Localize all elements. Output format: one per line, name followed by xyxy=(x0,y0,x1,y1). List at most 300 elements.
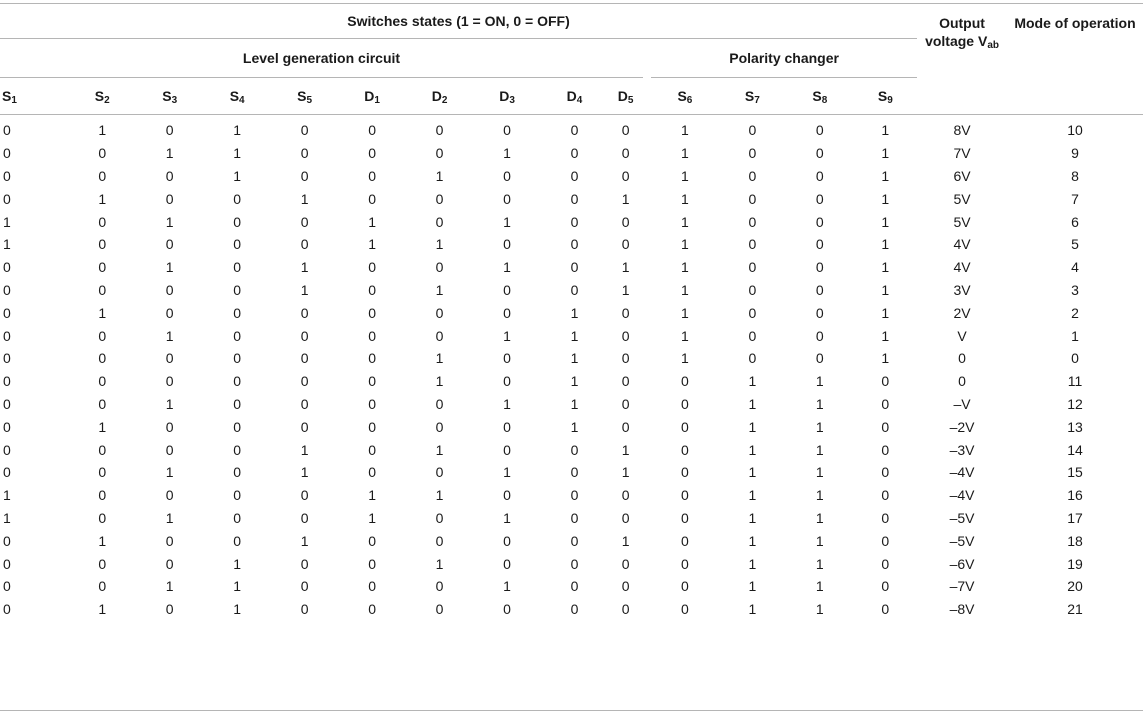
state-cell: 1 xyxy=(815,441,824,458)
state-cell: 0 xyxy=(815,167,824,184)
column-header-d1: $D_1$ xyxy=(364,88,380,106)
output-voltage-cell: V xyxy=(957,327,967,344)
state-cell: 1 xyxy=(881,145,890,162)
mode-cell: 17 xyxy=(1067,509,1083,526)
table-row xyxy=(0,233,1143,256)
state-cell: 1 xyxy=(815,578,824,595)
state-cell: 0 xyxy=(748,190,757,207)
group-gap xyxy=(643,575,651,598)
state-cell: 0 xyxy=(3,145,11,162)
state-cell: 0 xyxy=(570,259,579,276)
state-cell: 0 xyxy=(748,259,757,276)
state-cell: 1 xyxy=(680,145,689,162)
state-cell: 0 xyxy=(368,578,376,595)
state-cell: 1 xyxy=(368,509,376,526)
state-cell: 0 xyxy=(3,555,11,572)
state-cell: 0 xyxy=(98,213,107,230)
state-cell: 0 xyxy=(368,145,376,162)
state-cell: 0 xyxy=(621,601,630,618)
state-cell: 0 xyxy=(680,418,689,435)
state-cell: 1 xyxy=(680,281,689,298)
state-cell: 0 xyxy=(621,122,630,139)
state-cell: 0 xyxy=(165,190,174,207)
table-row xyxy=(0,301,1143,324)
state-cell: 0 xyxy=(3,122,11,139)
state-cell: 0 xyxy=(435,601,444,618)
state-cell: 0 xyxy=(300,487,309,504)
group-gap xyxy=(643,279,651,302)
state-cell: 1 xyxy=(435,373,444,390)
state-cell: 1 xyxy=(748,487,757,504)
state-cell: 1 xyxy=(881,304,890,321)
state-cell: 0 xyxy=(165,487,174,504)
state-cell: 0 xyxy=(98,441,107,458)
state-cell: 0 xyxy=(570,532,579,549)
state-cell: 0 xyxy=(503,190,511,207)
column-header-d2: $D_2$ xyxy=(431,88,448,106)
state-cell: 0 xyxy=(165,441,174,458)
state-cell: 0 xyxy=(881,601,890,618)
mode-cell: 10 xyxy=(1067,122,1083,139)
state-cell: 0 xyxy=(368,373,376,390)
column-header-s1: $S_1$ xyxy=(2,88,17,106)
switch-states-table xyxy=(0,4,1143,621)
state-cell: 0 xyxy=(98,236,107,253)
state-cell: 1 xyxy=(233,145,242,162)
output-voltage-cell: 3V xyxy=(953,281,971,298)
state-cell: 1 xyxy=(233,167,242,184)
state-cell: 0 xyxy=(3,190,11,207)
state-cell: 0 xyxy=(3,167,11,184)
state-cell: 0 xyxy=(570,464,579,481)
table-row xyxy=(0,529,1143,552)
state-cell: 0 xyxy=(435,418,444,435)
state-cell: 0 xyxy=(680,555,689,572)
column-header-s4: $S_4$ xyxy=(229,88,245,106)
group-gap xyxy=(643,484,651,507)
mode-cell: 5 xyxy=(1071,236,1079,253)
state-cell: 0 xyxy=(570,122,579,139)
state-cell: 0 xyxy=(621,213,630,230)
state-cell: 0 xyxy=(680,441,689,458)
state-cell: 0 xyxy=(233,395,242,412)
state-cell: 0 xyxy=(680,487,689,504)
state-cell: 0 xyxy=(233,190,242,207)
table-row xyxy=(0,347,1143,370)
state-cell: 1 xyxy=(233,122,242,139)
state-cell: 1 xyxy=(748,418,757,435)
state-cell: 1 xyxy=(435,487,444,504)
state-cell: 1 xyxy=(680,304,689,321)
output-voltage-cell: –3V xyxy=(949,441,975,458)
table-row xyxy=(0,279,1143,302)
output-voltage-cell: –5V xyxy=(949,532,975,549)
state-cell: 1 xyxy=(815,464,824,481)
state-cell: 0 xyxy=(815,304,824,321)
state-cell: 0 xyxy=(815,213,824,230)
mode-cell: 2 xyxy=(1071,304,1079,321)
state-cell: 0 xyxy=(3,418,11,435)
state-cell: 0 xyxy=(503,487,511,504)
state-cell: 1 xyxy=(98,532,107,549)
state-cell: 0 xyxy=(435,145,444,162)
state-cell: 1 xyxy=(815,487,824,504)
output-voltage-cell: 6V xyxy=(953,167,971,184)
table-row xyxy=(0,507,1143,530)
state-cell: 1 xyxy=(815,509,824,526)
mode-cell: 7 xyxy=(1071,190,1079,207)
output-voltage-cell: 5V xyxy=(953,190,971,207)
output-voltage-cell: 7V xyxy=(953,145,971,162)
mode-cell: 4 xyxy=(1071,259,1079,276)
mode-cell: 6 xyxy=(1071,213,1079,230)
state-cell: 0 xyxy=(3,281,11,298)
state-cell: 1 xyxy=(680,327,689,344)
state-cell: 1 xyxy=(680,350,689,367)
state-cell: 0 xyxy=(233,213,242,230)
state-cell: 0 xyxy=(300,122,309,139)
state-cell: 0 xyxy=(300,601,309,618)
state-cell: 1 xyxy=(621,259,630,276)
state-cell: 1 xyxy=(881,350,890,367)
state-cell: 0 xyxy=(815,190,824,207)
state-cell: 0 xyxy=(368,167,376,184)
state-cell: 1 xyxy=(680,236,689,253)
group-gap xyxy=(643,347,651,370)
output-voltage-cell: 4V xyxy=(953,259,971,276)
state-cell: 1 xyxy=(748,601,757,618)
output-voltage-cell: –8V xyxy=(949,601,975,618)
group-gap xyxy=(643,115,651,142)
state-cell: 1 xyxy=(748,509,757,526)
state-cell: 0 xyxy=(680,578,689,595)
state-cell: 1 xyxy=(503,509,511,526)
state-cell: 0 xyxy=(435,532,444,549)
state-cell: 0 xyxy=(881,395,890,412)
state-cell: 0 xyxy=(435,213,444,230)
state-cell: 1 xyxy=(165,213,174,230)
state-cell: 0 xyxy=(233,532,242,549)
state-cell: 0 xyxy=(680,395,689,412)
group-gap xyxy=(643,507,651,530)
state-cell: 1 xyxy=(815,532,824,549)
state-cell: 1 xyxy=(748,578,757,595)
column-header-s3: $S_3$ xyxy=(162,88,178,106)
table-row xyxy=(0,552,1143,575)
state-cell: 0 xyxy=(815,236,824,253)
state-cell: 1 xyxy=(435,555,444,572)
state-cell: 0 xyxy=(503,304,511,321)
column-header-d3: $D_3$ xyxy=(499,88,515,106)
group-gap xyxy=(643,552,651,575)
table-row xyxy=(0,393,1143,416)
state-cell: 0 xyxy=(621,236,630,253)
state-cell: 1 xyxy=(435,281,444,298)
state-cell: 0 xyxy=(233,418,242,435)
state-cell: 1 xyxy=(680,213,689,230)
state-cell: 1 xyxy=(881,122,890,139)
state-cell: 0 xyxy=(300,236,309,253)
state-cell: 1 xyxy=(300,532,309,549)
state-cell: 0 xyxy=(748,167,757,184)
state-cell: 0 xyxy=(98,487,107,504)
state-cell: 0 xyxy=(3,532,11,549)
state-cell: 1 xyxy=(98,601,107,618)
state-cell: 0 xyxy=(435,464,444,481)
state-cell: 1 xyxy=(3,213,11,230)
state-cell: 1 xyxy=(621,190,630,207)
state-cell: 1 xyxy=(815,418,824,435)
mode-cell: 21 xyxy=(1067,601,1083,618)
state-cell: 1 xyxy=(621,281,630,298)
output-voltage-cell: –4V xyxy=(949,487,975,504)
state-cell: 0 xyxy=(881,441,890,458)
group-gap xyxy=(643,393,651,416)
state-cell: 0 xyxy=(368,532,376,549)
table-row xyxy=(0,370,1143,393)
state-cell: 1 xyxy=(570,327,579,344)
state-cell: 0 xyxy=(165,122,174,139)
state-cell: 0 xyxy=(748,281,757,298)
table-row xyxy=(0,438,1143,461)
state-cell: 0 xyxy=(881,509,890,526)
state-cell: 0 xyxy=(435,578,444,595)
group-gap xyxy=(643,324,651,347)
state-cell: 1 xyxy=(881,213,890,230)
state-cell: 0 xyxy=(881,418,890,435)
state-cell: 0 xyxy=(98,555,107,572)
column-header-d4: $D_4$ xyxy=(566,88,583,106)
state-cell: 0 xyxy=(3,578,11,595)
state-cell: 0 xyxy=(368,122,376,139)
state-cell: 0 xyxy=(503,532,511,549)
state-cell: 0 xyxy=(165,350,174,367)
state-cell: 1 xyxy=(300,464,309,481)
state-cell: 0 xyxy=(98,259,107,276)
state-cell: 1 xyxy=(881,190,890,207)
output-voltage-cell: 5V xyxy=(953,213,971,230)
state-cell: 0 xyxy=(300,145,309,162)
state-cell: 0 xyxy=(680,464,689,481)
mode-cell: 16 xyxy=(1067,487,1083,504)
state-cell: 1 xyxy=(815,555,824,572)
state-cell: 0 xyxy=(570,441,579,458)
state-cell: 0 xyxy=(300,167,309,184)
state-cell: 1 xyxy=(748,441,757,458)
state-cell: 0 xyxy=(300,350,309,367)
state-cell: 0 xyxy=(368,441,376,458)
output-voltage-cell: 0 xyxy=(958,350,966,367)
state-cell: 0 xyxy=(300,509,309,526)
state-cell: 1 xyxy=(165,259,174,276)
table-row xyxy=(0,115,1143,142)
state-cell: 0 xyxy=(98,395,107,412)
column-header-s6: $S_6$ xyxy=(677,88,693,106)
state-cell: 0 xyxy=(98,578,107,595)
state-cell: 1 xyxy=(748,373,757,390)
state-cell: 0 xyxy=(435,304,444,321)
state-cell: 0 xyxy=(503,555,511,572)
group-gap xyxy=(643,301,651,324)
state-cell: 1 xyxy=(748,395,757,412)
state-cell: 0 xyxy=(570,578,579,595)
table-row xyxy=(0,142,1143,165)
state-cell: 0 xyxy=(368,555,376,572)
state-cell: 1 xyxy=(435,441,444,458)
state-cell: 0 xyxy=(368,418,376,435)
state-cell: 1 xyxy=(815,373,824,390)
state-cell: 0 xyxy=(680,601,689,618)
group-gap xyxy=(643,370,651,393)
state-cell: 0 xyxy=(621,509,630,526)
state-cell: 0 xyxy=(368,304,376,321)
state-cell: 0 xyxy=(3,259,11,276)
state-cell: 0 xyxy=(621,578,630,595)
mode-cell: 1 xyxy=(1071,327,1079,344)
state-cell: 0 xyxy=(748,122,757,139)
mode-cell: 12 xyxy=(1067,395,1083,412)
state-cell: 0 xyxy=(3,464,11,481)
state-cell: 0 xyxy=(621,418,630,435)
state-cell: 0 xyxy=(233,236,242,253)
state-cell: 1 xyxy=(165,578,174,595)
state-cell: 0 xyxy=(233,327,242,344)
state-cell: 0 xyxy=(435,327,444,344)
state-cell: 0 xyxy=(233,487,242,504)
state-cell: 1 xyxy=(300,441,309,458)
table-bottom-rule xyxy=(0,710,1143,711)
state-cell: 1 xyxy=(815,601,824,618)
column-header-s2: $S_2$ xyxy=(94,88,110,106)
state-cell: 0 xyxy=(233,259,242,276)
mode-cell: 11 xyxy=(1067,373,1083,390)
state-cell: 1 xyxy=(165,327,174,344)
state-cell: 0 xyxy=(503,350,511,367)
state-cell: 0 xyxy=(621,555,630,572)
state-cell: 0 xyxy=(503,281,511,298)
state-cell: 0 xyxy=(748,327,757,344)
mode-cell: 15 xyxy=(1067,464,1083,481)
state-cell: 0 xyxy=(233,373,242,390)
state-cell: 0 xyxy=(570,487,579,504)
state-cell: 0 xyxy=(300,304,309,321)
state-cell: 0 xyxy=(881,464,890,481)
state-cell: 0 xyxy=(3,350,11,367)
column-header-d5: $D_5$ xyxy=(617,88,634,106)
output-voltage-cell: 8V xyxy=(953,122,971,139)
column-header-s7: $S_7$ xyxy=(744,88,760,106)
state-cell: 1 xyxy=(98,418,107,435)
state-cell: 0 xyxy=(165,532,174,549)
state-cell: 1 xyxy=(680,190,689,207)
state-cell: 0 xyxy=(503,418,511,435)
state-cell: 0 xyxy=(165,555,174,572)
column-header-s9: $S_9$ xyxy=(877,88,893,106)
state-cell: 1 xyxy=(621,532,630,549)
table-row xyxy=(0,210,1143,233)
state-cell: 0 xyxy=(368,350,376,367)
mode-cell: 13 xyxy=(1067,418,1083,435)
state-cell: 0 xyxy=(165,601,174,618)
state-cell: 0 xyxy=(98,373,107,390)
state-cell: 0 xyxy=(233,509,242,526)
state-cell: 1 xyxy=(570,395,579,412)
table-row xyxy=(0,484,1143,507)
state-cell: 1 xyxy=(748,555,757,572)
group-gap xyxy=(643,187,651,210)
table-row xyxy=(0,187,1143,210)
state-cell: 0 xyxy=(300,327,309,344)
state-cell: 0 xyxy=(680,509,689,526)
state-cell: 0 xyxy=(435,259,444,276)
state-cell: 0 xyxy=(881,578,890,595)
state-cell: 0 xyxy=(621,327,630,344)
state-cell: 1 xyxy=(98,304,107,321)
state-cell: 0 xyxy=(570,509,579,526)
state-cell: 0 xyxy=(233,441,242,458)
state-cell: 1 xyxy=(503,145,511,162)
state-cell: 0 xyxy=(435,509,444,526)
state-cell: 0 xyxy=(881,532,890,549)
group-gap xyxy=(643,233,651,256)
mode-of-operation-header: Mode of operation xyxy=(1014,15,1136,31)
state-cell: 0 xyxy=(815,350,824,367)
state-cell: 1 xyxy=(881,167,890,184)
state-cell: 0 xyxy=(570,213,579,230)
output-voltage-cell: 2V xyxy=(953,304,971,321)
state-cell: 1 xyxy=(165,395,174,412)
state-cell: 0 xyxy=(815,145,824,162)
state-cell: 1 xyxy=(98,122,107,139)
state-cell: 0 xyxy=(3,601,11,618)
state-cell: 1 xyxy=(621,441,630,458)
state-cell: 0 xyxy=(300,418,309,435)
state-cell: 1 xyxy=(621,464,630,481)
state-cell: 0 xyxy=(165,373,174,390)
state-cell: 1 xyxy=(680,259,689,276)
group-gap xyxy=(643,39,651,78)
state-cell: 0 xyxy=(368,327,376,344)
state-cell: 0 xyxy=(233,350,242,367)
state-cell: 0 xyxy=(98,327,107,344)
state-cell: 1 xyxy=(570,304,579,321)
output-voltage-cell: –7V xyxy=(949,578,975,595)
state-cell: 0 xyxy=(503,122,511,139)
state-cell: 0 xyxy=(435,122,444,139)
mode-cell: 0 xyxy=(1071,350,1079,367)
group-gap xyxy=(643,461,651,484)
state-cell: 0 xyxy=(300,578,309,595)
state-cell: 1 xyxy=(368,487,376,504)
column-header-s5: $S_5$ xyxy=(297,88,313,106)
group-gap xyxy=(643,210,651,233)
state-cell: 0 xyxy=(98,167,107,184)
table-row xyxy=(0,256,1143,279)
group-gap xyxy=(643,256,651,279)
state-cell: 1 xyxy=(503,395,511,412)
table-row xyxy=(0,415,1143,438)
state-cell: 0 xyxy=(621,304,630,321)
state-cell: 0 xyxy=(368,601,376,618)
state-cell: 1 xyxy=(680,167,689,184)
state-cell: 0 xyxy=(621,145,630,162)
state-cell: 0 xyxy=(368,259,376,276)
group-gap xyxy=(643,529,651,552)
state-cell: 1 xyxy=(748,532,757,549)
state-cell: 1 xyxy=(3,487,11,504)
state-cell: 0 xyxy=(98,281,107,298)
state-cell: 0 xyxy=(881,555,890,572)
